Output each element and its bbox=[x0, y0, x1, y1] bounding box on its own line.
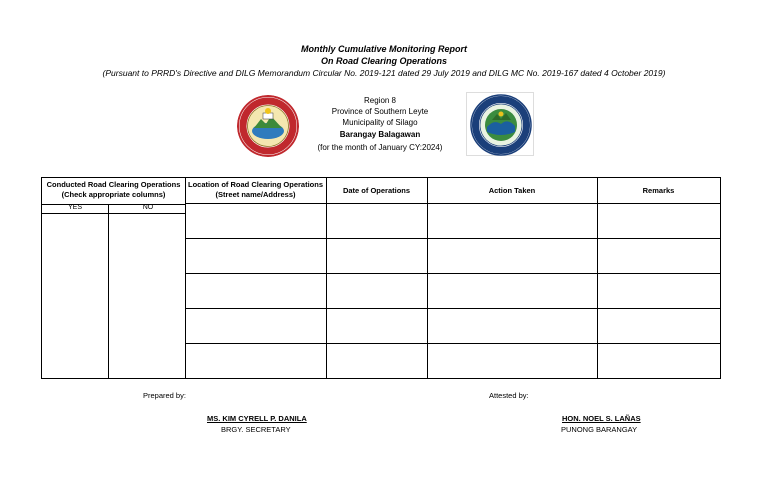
column-divider bbox=[185, 178, 186, 378]
column-divider bbox=[427, 178, 428, 378]
yes-label: YES bbox=[67, 204, 82, 211]
row-divider bbox=[185, 308, 720, 309]
province-label: Province of Southern Leyte bbox=[331, 107, 429, 116]
road-clearing-table bbox=[41, 177, 721, 379]
region-label: Region 8 bbox=[363, 96, 397, 105]
prepared-by-title: BRGY. SECRETARY bbox=[221, 425, 291, 434]
header-action-taken: Action Taken bbox=[488, 186, 536, 195]
reporting-period: (for the month of January CY:2024) bbox=[317, 143, 443, 152]
prepared-by-label: Prepared by: bbox=[143, 391, 186, 400]
report-reference: (Pursuant to PRRD's Directive and DILG Memorandum Circular No. 2019-121 dated 29 July 2019 and DILG MC No. 2019-167 dated 4 October 2019) bbox=[102, 68, 666, 78]
row-divider bbox=[185, 343, 720, 344]
header-remarks: Remarks bbox=[642, 186, 675, 195]
row-divider bbox=[185, 203, 720, 204]
header-conducted-line2: (Check appropriate columns) bbox=[61, 190, 166, 199]
row-divider bbox=[42, 213, 185, 214]
column-divider bbox=[326, 178, 327, 378]
attested-by-title: PUNONG BARANGAY bbox=[561, 425, 638, 434]
report-subject: On Road Clearing Operations bbox=[320, 56, 448, 66]
header-conducted-line1: Conducted Road Clearing Operations bbox=[46, 180, 181, 189]
municipality-seal-icon bbox=[237, 95, 299, 157]
header-date: Date of Operations bbox=[342, 186, 411, 195]
barangay-label: Barangay Balagawan bbox=[339, 130, 421, 139]
prepared-by-name: MS. KIM CYRELL P. DANILA bbox=[207, 414, 307, 423]
column-divider bbox=[597, 178, 598, 378]
header-conducted bbox=[42, 180, 185, 200]
header-location-line2: (Street name/Address) bbox=[215, 190, 296, 199]
attested-by-name: HON. NOEL S. LAÑAS bbox=[562, 414, 641, 423]
report-title: Monthly Cumulative Monitoring Report bbox=[301, 44, 467, 54]
header-location-line1: Location of Road Clearing Operations bbox=[187, 180, 323, 189]
municipality-label: Municipality of Silago bbox=[342, 118, 418, 127]
header-location bbox=[185, 180, 326, 200]
row-divider bbox=[185, 273, 720, 274]
barangay-seal-icon bbox=[470, 94, 532, 156]
yes-no-divider bbox=[108, 205, 109, 378]
row-divider bbox=[185, 238, 720, 239]
no-label: NO bbox=[142, 204, 154, 211]
attested-by-label: Attested by: bbox=[489, 391, 529, 400]
